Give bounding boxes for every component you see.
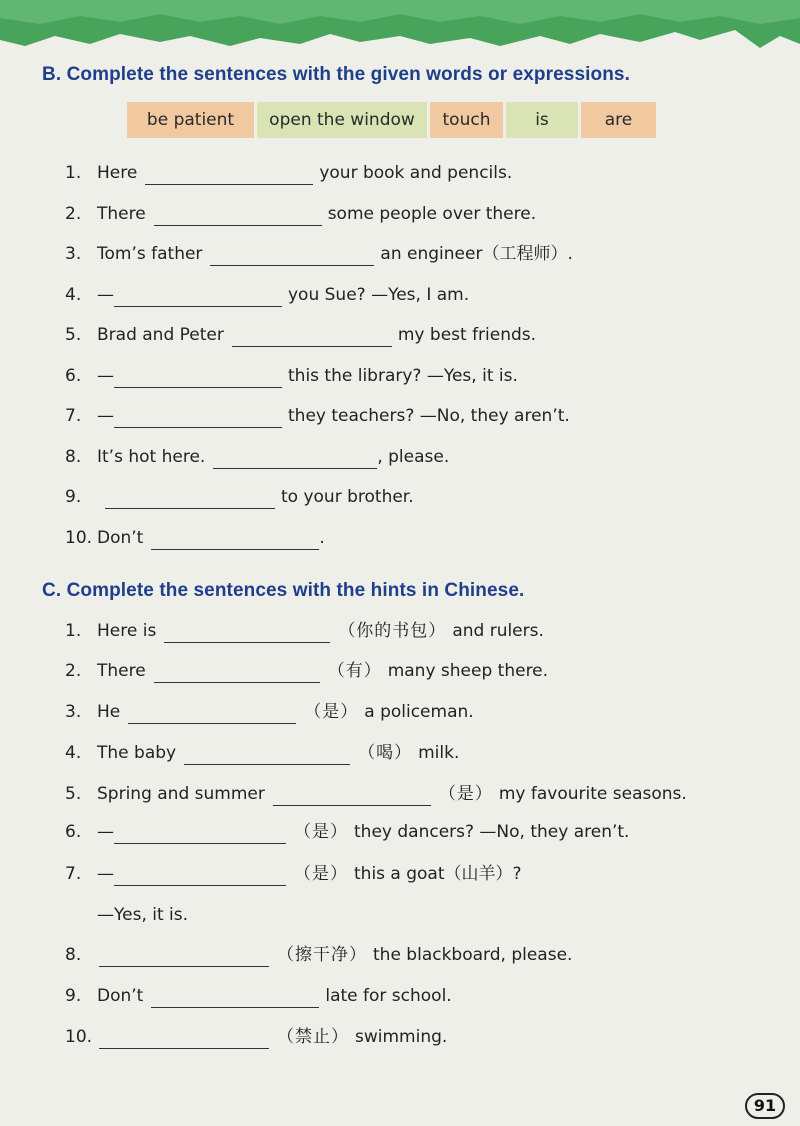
word-box-is: is [506,102,578,138]
item-text-after: swimming. [355,1027,448,1047]
item-text-before: Don’t [97,528,144,548]
chinese-hint: （擦干净） [277,945,367,965]
section-c-item [65,782,687,806]
section-b-item [65,404,570,428]
section-c-item [65,741,459,765]
word-bank [127,102,656,138]
item-text-after: . [319,528,325,548]
answer-blank[interactable] [114,288,282,307]
item-text-after: , please. [377,447,450,467]
item-number: 10. [65,528,93,548]
item-text-after: late for school. [325,986,452,1006]
page-number: 91 [745,1093,785,1119]
answer-blank[interactable] [99,948,269,967]
section-c-item [65,700,474,724]
section-b-item [65,323,536,347]
answer-blank[interactable] [213,450,377,469]
section-b-item [65,526,325,550]
chinese-hint: （你的书包） [338,621,447,641]
answer-blank[interactable] [145,166,313,185]
item-text-before: There [97,661,146,681]
item-text-before: — [97,406,114,426]
section-b-item [65,242,573,266]
item-text-after: an engineer（工程师）. [380,244,573,264]
chinese-hint: （禁止） [277,1027,349,1047]
answer-blank[interactable] [210,247,374,266]
item-text-before: Don’t [97,986,144,1006]
item-text-after: they dancers? —No, they aren’t. [354,822,630,842]
chinese-hint: （喝） [358,743,413,763]
chinese-hint: （是） [304,702,359,722]
answer-blank[interactable] [114,867,286,886]
item-text-before: He [97,702,121,722]
item-text-after: to your brother. [281,487,414,507]
item-number: 2. [65,661,82,681]
item-number: 10. [65,1027,93,1047]
section-c-heading: C. Complete the sentences with the hints in Chinese. [42,580,525,601]
item-text-before: There [97,204,146,224]
item-text-before: Spring and summer [97,784,265,804]
item-number: 6. [65,822,82,842]
item-text-after: milk. [418,743,460,763]
section-b-item [65,202,536,226]
chinese-hint: （是） [438,784,493,804]
word-box-touch: touch [430,102,503,138]
item-text-before: Here is [97,621,157,641]
item-text-after: this a goat（山羊）? [354,864,522,884]
item-text-before: The baby [97,743,177,763]
chinese-hint: （是） [294,822,348,842]
section-b-item [65,445,449,469]
item-text-after: you Sue? —Yes, I am. [288,285,470,305]
item-number: 5. [65,784,82,804]
answer-blank[interactable] [151,531,319,550]
chinese-hint: （是） [294,864,348,884]
section-c-item [65,943,572,967]
item-text-after: the blackboard, please. [373,945,573,965]
item-text-after: your book and pencils. [319,163,513,183]
item-text-after: my favourite seasons. [498,784,687,804]
item-text-after: my best friends. [397,325,537,345]
answer-blank[interactable] [128,705,296,724]
section-c-item [65,820,629,844]
chinese-hint: （有） [327,661,382,681]
item-number: 4. [65,285,82,305]
item-text-before: Here [97,163,138,183]
item-number: 3. [65,702,82,722]
answer-blank[interactable] [151,989,319,1008]
word-box-are: are [581,102,656,138]
item-text-after: and rulers. [452,621,544,641]
answer-blank[interactable] [164,624,330,643]
section-b-heading: B. Complete the sentences with the given words or expressions. [42,64,630,85]
section-c-item [65,1025,447,1049]
item-number: 5. [65,325,82,345]
section-b-item [65,161,512,185]
answer-blank[interactable] [184,746,350,765]
item-text-after: this the library? —Yes, it is. [288,366,518,386]
item-text-before: — [97,864,114,884]
item-number: 2. [65,204,82,224]
answer-blank[interactable] [114,825,286,844]
answer-blank[interactable] [154,664,320,683]
section-c-item [65,659,548,683]
section-b-item [65,283,469,307]
item-text-before: — [97,366,114,386]
item-text-after: many sheep there. [387,661,549,681]
item-number: 8. [65,945,82,965]
word-box-be-patient: be patient [127,102,254,138]
item-text-before: It’s hot here. [97,447,206,467]
item-text-before: — [97,822,114,842]
section-c-item [65,862,522,886]
item-text-after: they teachers? —No, they aren’t. [288,406,570,426]
item-text-after: a policeman. [364,702,474,722]
item-number: 1. [65,621,82,641]
section-c-item [65,984,452,1008]
item-number: 4. [65,743,82,763]
item-number: 3. [65,244,82,264]
item-text-before: — [97,285,114,305]
item-number: 8. [65,447,82,467]
section-c-item [65,619,544,643]
section-b-item [65,485,414,509]
item-number: 7. [65,406,82,426]
word-box-open-the-window: open the window [257,102,427,138]
item-text-before: —Yes, it is. [97,905,189,925]
answer-blank[interactable] [154,207,322,226]
item-text-after: some people over there. [327,204,537,224]
item-text-before: Brad and Peter [97,325,224,345]
item-number: 6. [65,366,82,386]
answer-blank[interactable] [99,1030,269,1049]
item-number: 1. [65,163,82,183]
item-text-before: Tom’s father [97,244,203,264]
answer-blank[interactable] [232,328,392,347]
answer-blank[interactable] [114,409,282,428]
answer-blank[interactable] [105,490,275,509]
item-number: 9. [65,487,82,507]
item-number: 7. [65,864,82,884]
section-b-item [65,364,518,388]
answer-blank[interactable] [273,787,431,806]
answer-blank[interactable] [114,369,282,388]
item-number: 9. [65,986,82,1006]
section-c-item-continuation [97,903,188,927]
top-decorative-band [0,0,800,60]
